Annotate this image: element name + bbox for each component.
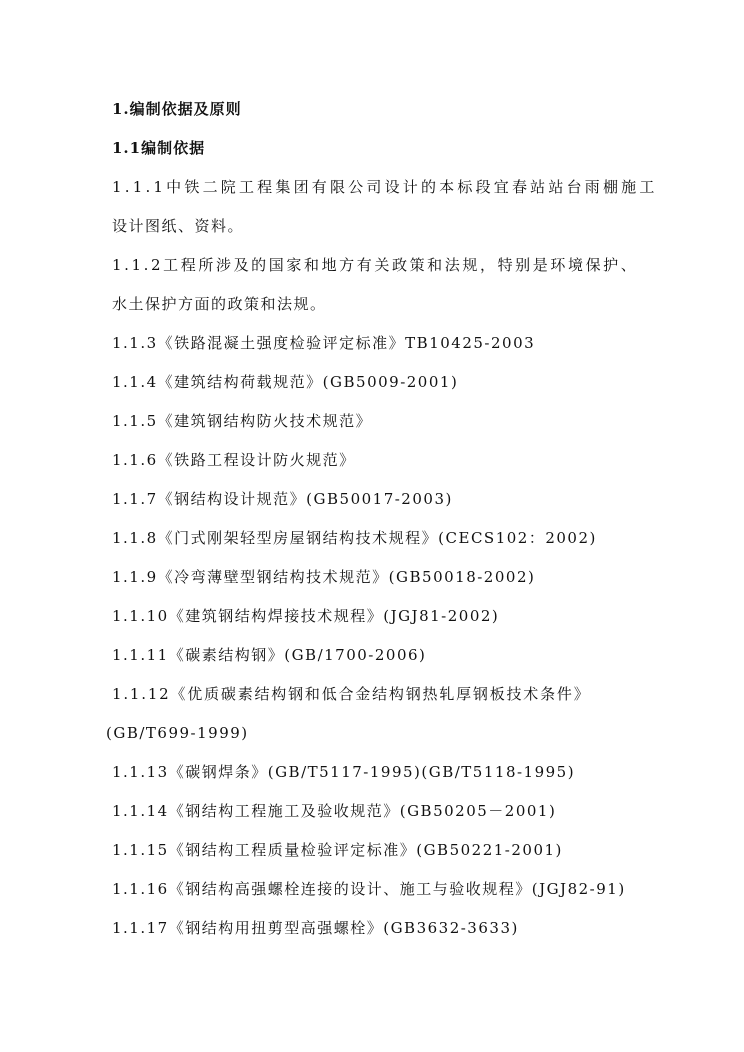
basis-item-1-1-9: 1.1.9《冷弯薄壁型钢结构技术规范》(GB50018-2002) xyxy=(112,568,536,586)
basis-item-1-1-5: 1.1.5《建筑钢结构防火技术规范》 xyxy=(112,412,373,430)
subsection-heading: 1.1编制依据 xyxy=(112,139,206,157)
section-heading: 1.编制依据及原则 xyxy=(112,100,242,118)
basis-item-1-1-1: 1.1.1中铁二院工程集团有限公司设计的本标段宜春站站台雨棚施工 xyxy=(112,178,658,196)
basis-item-1-1-13: 1.1.13《碳钢焊条》(GB/T5117-1995)(GB/T5118-1995) xyxy=(112,763,576,781)
basis-item-1-1-15: 1.1.15《钢结构工程质量检验评定标准》(GB50221-2001) xyxy=(112,841,563,859)
basis-item-1-1-6: 1.1.6《铁路工程设计防火规范》 xyxy=(112,451,356,469)
basis-item-1-1-3: 1.1.3《铁路混凝土强度检验评定标准》TB10425-2003 xyxy=(112,334,536,352)
basis-item-1-1-2: 1.1.2工程所涉及的国家和地方有关政策和法规，特别是环境保护、 xyxy=(112,256,639,274)
basis-item-1-1-2-continuation: 水土保护方面的政策和法规。 xyxy=(112,295,327,313)
basis-item-1-1-10: 1.1.10《建筑钢结构焊接技术规程》(JGJ81-2002) xyxy=(112,607,500,625)
basis-item-1-1-8: 1.1.8《门式刚架轻型房屋钢结构技术规程》(CECS102：2002) xyxy=(112,529,597,547)
basis-item-1-1-12: 1.1.12《优质碳素结构钢和低合金结构钢热轧厚钢板技术条件》 xyxy=(112,685,591,703)
basis-item-1-1-11: 1.1.11《碳素结构钢》(GB/1700-2006) xyxy=(112,646,427,664)
basis-item-1-1-17: 1.1.17《钢结构用扭剪型高强螺栓》(GB3632-3633) xyxy=(112,919,519,937)
basis-item-1-1-4: 1.1.4《建筑结构荷载规范》(GB5009-2001) xyxy=(112,373,459,391)
basis-item-1-1-16: 1.1.16《钢结构高强螺栓连接的设计、施工与验收规程》(JGJ82-91) xyxy=(112,880,626,898)
basis-item-1-1-12-continuation: (GB/T699-1999) xyxy=(106,724,249,742)
basis-item-1-1-14: 1.1.14《钢结构工程施工及验收规范》(GB50205－2001) xyxy=(112,802,557,820)
basis-item-1-1-7: 1.1.7《钢结构设计规范》(GB50017-2003) xyxy=(112,490,453,508)
basis-item-1-1-1-continuation: 设计图纸、资料。 xyxy=(112,217,245,235)
